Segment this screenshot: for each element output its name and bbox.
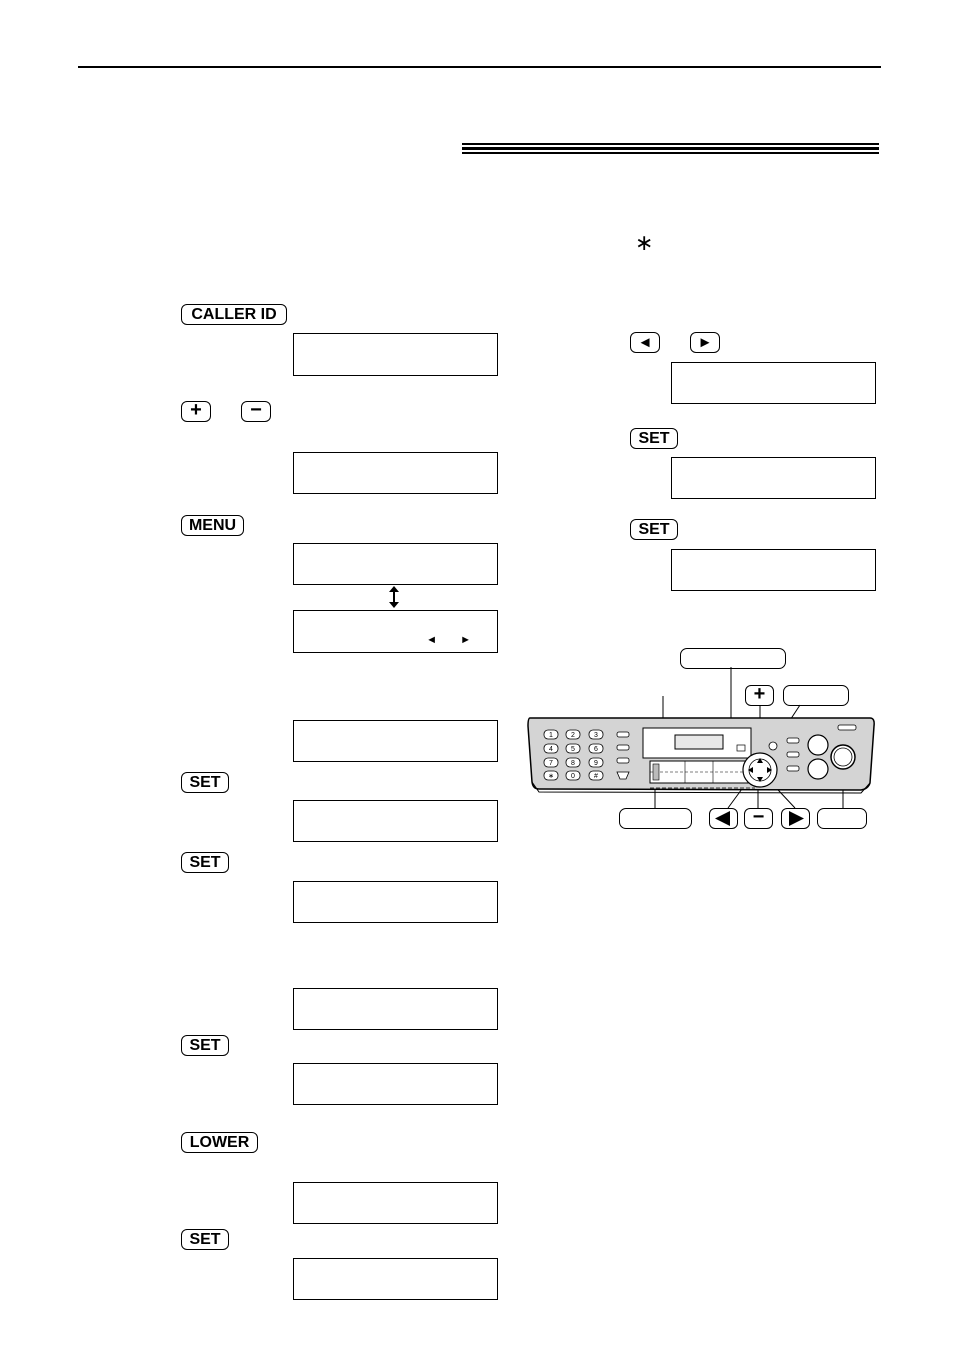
keypad-9: 9: [594, 760, 598, 767]
set-key-2[interactable]: SET: [181, 852, 229, 873]
keypad-8: 8: [571, 760, 575, 767]
fax-minus-key: −: [744, 808, 773, 829]
keypad-star: ∗: [548, 773, 554, 780]
keypad-4: 4: [549, 746, 553, 753]
header-rule: [78, 66, 881, 68]
left-key[interactable]: ◄: [630, 332, 660, 353]
set-key-r2[interactable]: SET: [630, 519, 678, 540]
plus-key[interactable]: +: [181, 401, 211, 422]
lcd-arrows: ◄ ►: [426, 634, 481, 646]
lower-key[interactable]: LOWER: [181, 1132, 258, 1153]
lcd-display-r1: [671, 362, 876, 404]
keypad-3: 3: [594, 732, 598, 739]
lcd-display-r3: [671, 549, 876, 591]
right-key[interactable]: ►: [690, 332, 720, 353]
section-heading-rule: [462, 143, 879, 154]
alternating-arrow-icon: [386, 586, 402, 608]
lcd-display-r2: [671, 457, 876, 499]
callout-label-bottom-right: [817, 808, 867, 829]
fax-right-key: [781, 808, 810, 829]
set-key-4[interactable]: SET: [181, 1229, 229, 1250]
lcd-display-7: [293, 881, 498, 923]
lcd-display-10: [293, 1182, 498, 1224]
keypad-6: 6: [594, 746, 598, 753]
keypad-7: 7: [549, 760, 553, 767]
keypad-2: 2: [571, 732, 575, 739]
lcd-display-6: [293, 800, 498, 842]
asterisk-symbol: ∗: [635, 230, 654, 255]
minus-key[interactable]: −: [241, 401, 271, 422]
lcd-display-5: [293, 720, 498, 762]
lcd-display-4: [293, 610, 498, 653]
keypad-hash: #: [594, 773, 598, 780]
callout-label-bottom-left: [619, 808, 692, 829]
keypad-0: 0: [571, 773, 575, 780]
lcd-display-11: [293, 1258, 498, 1300]
keypad-1: 1: [549, 732, 553, 739]
fax-left-key: [709, 808, 738, 829]
fax-plus-key: +: [745, 685, 774, 706]
caller-id-key[interactable]: CALLER ID: [181, 304, 287, 325]
lcd-display-1: [293, 333, 498, 376]
lcd-display-9: [293, 1063, 498, 1105]
lcd-display-3: [293, 543, 498, 585]
set-key-1[interactable]: SET: [181, 772, 229, 793]
set-key-3[interactable]: SET: [181, 1035, 229, 1056]
menu-key[interactable]: MENU: [181, 515, 244, 536]
lcd-display-8: [293, 988, 498, 1030]
set-key-r1[interactable]: SET: [630, 428, 678, 449]
keypad-5: 5: [571, 746, 575, 753]
lcd-display-2: [293, 452, 498, 494]
